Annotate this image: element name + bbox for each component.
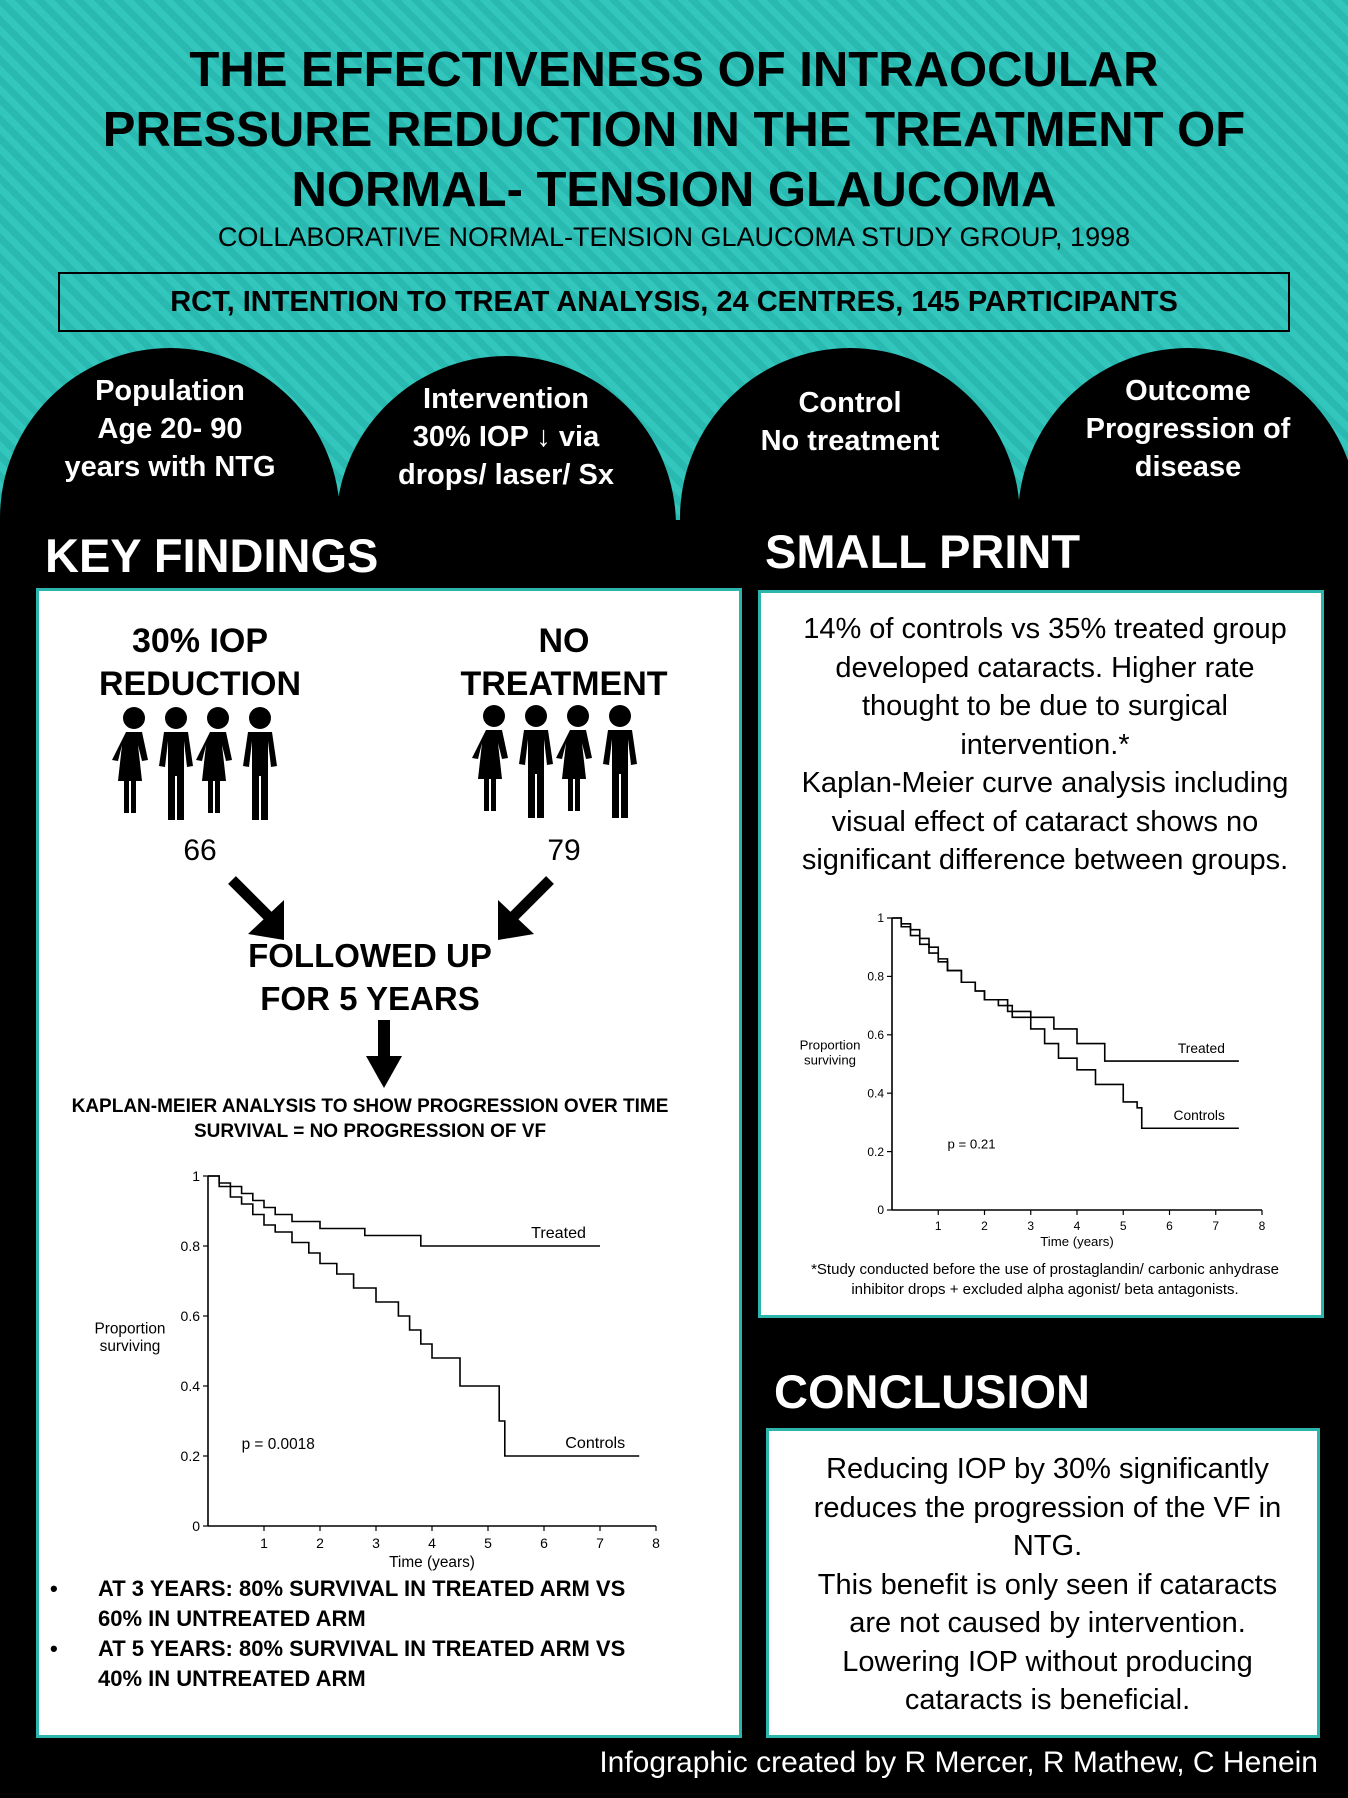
pico-control	[680, 384, 1020, 460]
x-tick-label: 4	[1073, 1219, 1081, 1233]
x-tick-label: 4	[428, 1535, 436, 1551]
small-print-line: intervention.*	[960, 728, 1130, 761]
bullet-text	[98, 1574, 625, 1634]
findings-bullet	[50, 1634, 730, 1694]
small-print-line: thought to be due to surgical	[862, 690, 1228, 722]
y-tick-label: 0.8	[867, 969, 884, 984]
group-treated-label	[80, 620, 320, 706]
x-tick-label: 8	[1258, 1219, 1266, 1233]
series-label-controls: Controls	[1173, 1108, 1225, 1124]
y-axis-label: Proportion	[799, 1037, 861, 1053]
credit-line: Infographic created by R Mercer, R Mathew, C Henein	[599, 1746, 1318, 1779]
small-print-line: significant difference between groups.	[801, 844, 1289, 876]
x-tick-label: 6	[1166, 1219, 1173, 1233]
p-value-annotation: p = 0.21	[947, 1136, 996, 1152]
findings-bullet	[50, 1574, 730, 1634]
pico-heading: Control	[798, 387, 902, 419]
y-tick-label: 0.4	[867, 1086, 884, 1101]
pico-heading: Intervention	[423, 383, 589, 415]
small-print-line: 14% of controls vs 35% treated group	[803, 613, 1287, 645]
conclusion-line: are not caused by intervention.	[849, 1607, 1246, 1639]
series-label-treated: Treated	[531, 1224, 586, 1242]
series-line-treated	[892, 918, 1239, 1061]
title-line-3: NORMAL- TENSION GLAUCOMA	[291, 163, 1057, 217]
bullet-line: 60% IN UNTREATED ARM	[98, 1606, 366, 1631]
y-tick-label: 0.6	[180, 1307, 200, 1324]
pico-line: No treatment	[760, 425, 940, 457]
group-label-line: TREATMENT	[460, 665, 668, 703]
series-line-controls	[892, 918, 1239, 1128]
km-caption-line-1: KAPLAN-MEIER ANALYSIS TO SHOW PROGRESSION OVER TIME	[71, 1096, 669, 1117]
subtitle: COLLABORATIVE NORMAL-TENSION GLAUCOMA STUDY GROUP, 1998	[217, 222, 1131, 252]
y-axis-label: surviving	[803, 1052, 857, 1068]
x-tick-label: 2	[316, 1535, 324, 1551]
pico-line: years with NTG	[64, 451, 276, 483]
y-tick-label: 0.4	[180, 1377, 200, 1394]
study-design-text: RCT, INTENTION TO TREAT ANALYSIS, 24 CENTRES, 145 PARTICIPANTS	[170, 285, 1178, 318]
pico-heading: Population	[95, 375, 245, 407]
conclusion-line: cataracts is beneficial.	[904, 1684, 1191, 1716]
arrow-down-icon	[364, 1020, 404, 1090]
y-tick-label: 0.2	[867, 1144, 884, 1159]
pico-line: disease	[1134, 451, 1242, 483]
small-print-text	[770, 610, 1320, 880]
bullet-dot: •	[50, 1576, 58, 1601]
p-value-annotation: p = 0.0018	[241, 1436, 315, 1453]
x-tick-label: 6	[540, 1535, 548, 1551]
findings-bullets	[50, 1574, 730, 1694]
group-label-line: NO	[538, 622, 590, 660]
footnote-line: *Study conducted before the use of prostaglandin/ carbonic anhydrase	[811, 1261, 1279, 1278]
title-line-2: PRESSURE REDUCTION IN THE TREATMENT OF	[102, 103, 1246, 157]
km-chart-small-svg	[782, 900, 1282, 1260]
pico-outcome	[1018, 372, 1348, 486]
group-label-line: 30% IOP	[131, 622, 269, 660]
x-tick-label: 3	[1027, 1219, 1035, 1233]
conclusion-line: NTG.	[1012, 1530, 1083, 1562]
bullet-dot: •	[50, 1636, 58, 1661]
people-icon-group-treated	[112, 706, 290, 824]
conclusion-text	[775, 1450, 1320, 1720]
bullet-text	[98, 1634, 625, 1694]
bullet-line: 40% IN UNTREATED ARM	[98, 1666, 366, 1691]
small-print-line: Kaplan-Meier curve analysis including	[801, 767, 1289, 799]
pico-line: Progression of	[1085, 413, 1291, 445]
conclusion-line: This benefit is only seen if cataracts	[817, 1568, 1278, 1601]
pico-population	[0, 372, 340, 486]
x-tick-label: 7	[1212, 1219, 1220, 1233]
pico-heading: Outcome	[1125, 375, 1251, 407]
conclusion-line: Lowering IOP without producing	[842, 1645, 1253, 1678]
x-tick-label: 8	[652, 1535, 660, 1551]
x-tick-label: 1	[260, 1535, 268, 1551]
small-print-line: developed cataracts. Higher rate	[835, 651, 1255, 684]
x-tick-label: 7	[596, 1535, 604, 1551]
y-tick-label: 0.2	[180, 1447, 200, 1464]
small-print-footnote	[770, 1260, 1320, 1300]
follow-up-line-2: FOR 5 YEARS	[260, 980, 480, 1017]
km-chart-small	[782, 900, 1282, 1265]
group-control-count: 79	[547, 834, 581, 867]
series-label-controls: Controls	[565, 1434, 626, 1452]
conclusion-line: Reducing IOP by 30% significantly	[826, 1453, 1269, 1485]
km-chart-main-svg	[70, 1150, 690, 1580]
people-icon-group-control	[472, 704, 650, 822]
y-tick-label: 1	[192, 1167, 200, 1184]
x-axis-label: Time (years)	[1040, 1234, 1114, 1249]
km-caption-line-2: SURVIVAL = NO PROGRESSION OF VF	[193, 1121, 547, 1142]
y-axis-label: Proportion	[94, 1320, 166, 1338]
follow-up-line-1: FOLLOWED UP	[248, 937, 492, 974]
pico-line: 30% IOP ↓ via	[412, 421, 600, 453]
x-tick-label: 3	[372, 1535, 380, 1551]
key-findings-heading: KEY FINDINGS	[45, 529, 379, 582]
small-print-heading: SMALL PRINT	[765, 525, 1081, 578]
y-axis-label: surviving	[99, 1338, 161, 1355]
x-tick-label: 5	[1119, 1219, 1127, 1233]
x-tick-label: 5	[484, 1535, 492, 1551]
y-tick-label: 0.8	[180, 1237, 200, 1254]
pico-line: Age 20- 90	[97, 413, 243, 445]
y-tick-label: 0.6	[867, 1028, 884, 1042]
y-tick-label: 1	[877, 911, 884, 926]
title-line-1: THE EFFECTIVENESS OF INTRAOCULAR	[189, 43, 1159, 97]
group-label-line: REDUCTION	[98, 665, 302, 703]
footnote-line: inhibitor drops + excluded alpha agonist/ beta antagonists.	[851, 1281, 1239, 1298]
x-axis-label: Time (years)	[389, 1554, 475, 1571]
pico-intervention	[336, 380, 676, 494]
series-line-controls	[208, 1176, 639, 1456]
series-label-treated: Treated	[1177, 1041, 1225, 1057]
bullet-line: AT 5 YEARS: 80% SURVIVAL IN TREATED ARM VS	[98, 1636, 626, 1661]
y-tick-label: 0	[192, 1517, 200, 1534]
km-chart-main	[70, 1150, 690, 1585]
x-tick-label: 2	[981, 1219, 988, 1233]
bullet-line: AT 3 YEARS: 80% SURVIVAL IN TREATED ARM VS	[98, 1576, 626, 1601]
group-treated-count: 66	[183, 834, 217, 867]
conclusion-line: reduces the progression of the VF in	[813, 1491, 1282, 1524]
group-control-label	[440, 620, 688, 706]
study-design-box	[58, 272, 1290, 332]
conclusion-heading: CONCLUSION	[774, 1365, 1090, 1418]
small-print-line: visual effect of cataract shows no	[831, 805, 1259, 838]
y-tick-label: 0	[877, 1203, 884, 1218]
x-tick-label: 1	[934, 1219, 942, 1233]
pico-line: drops/ laser/ Sx	[398, 459, 614, 491]
